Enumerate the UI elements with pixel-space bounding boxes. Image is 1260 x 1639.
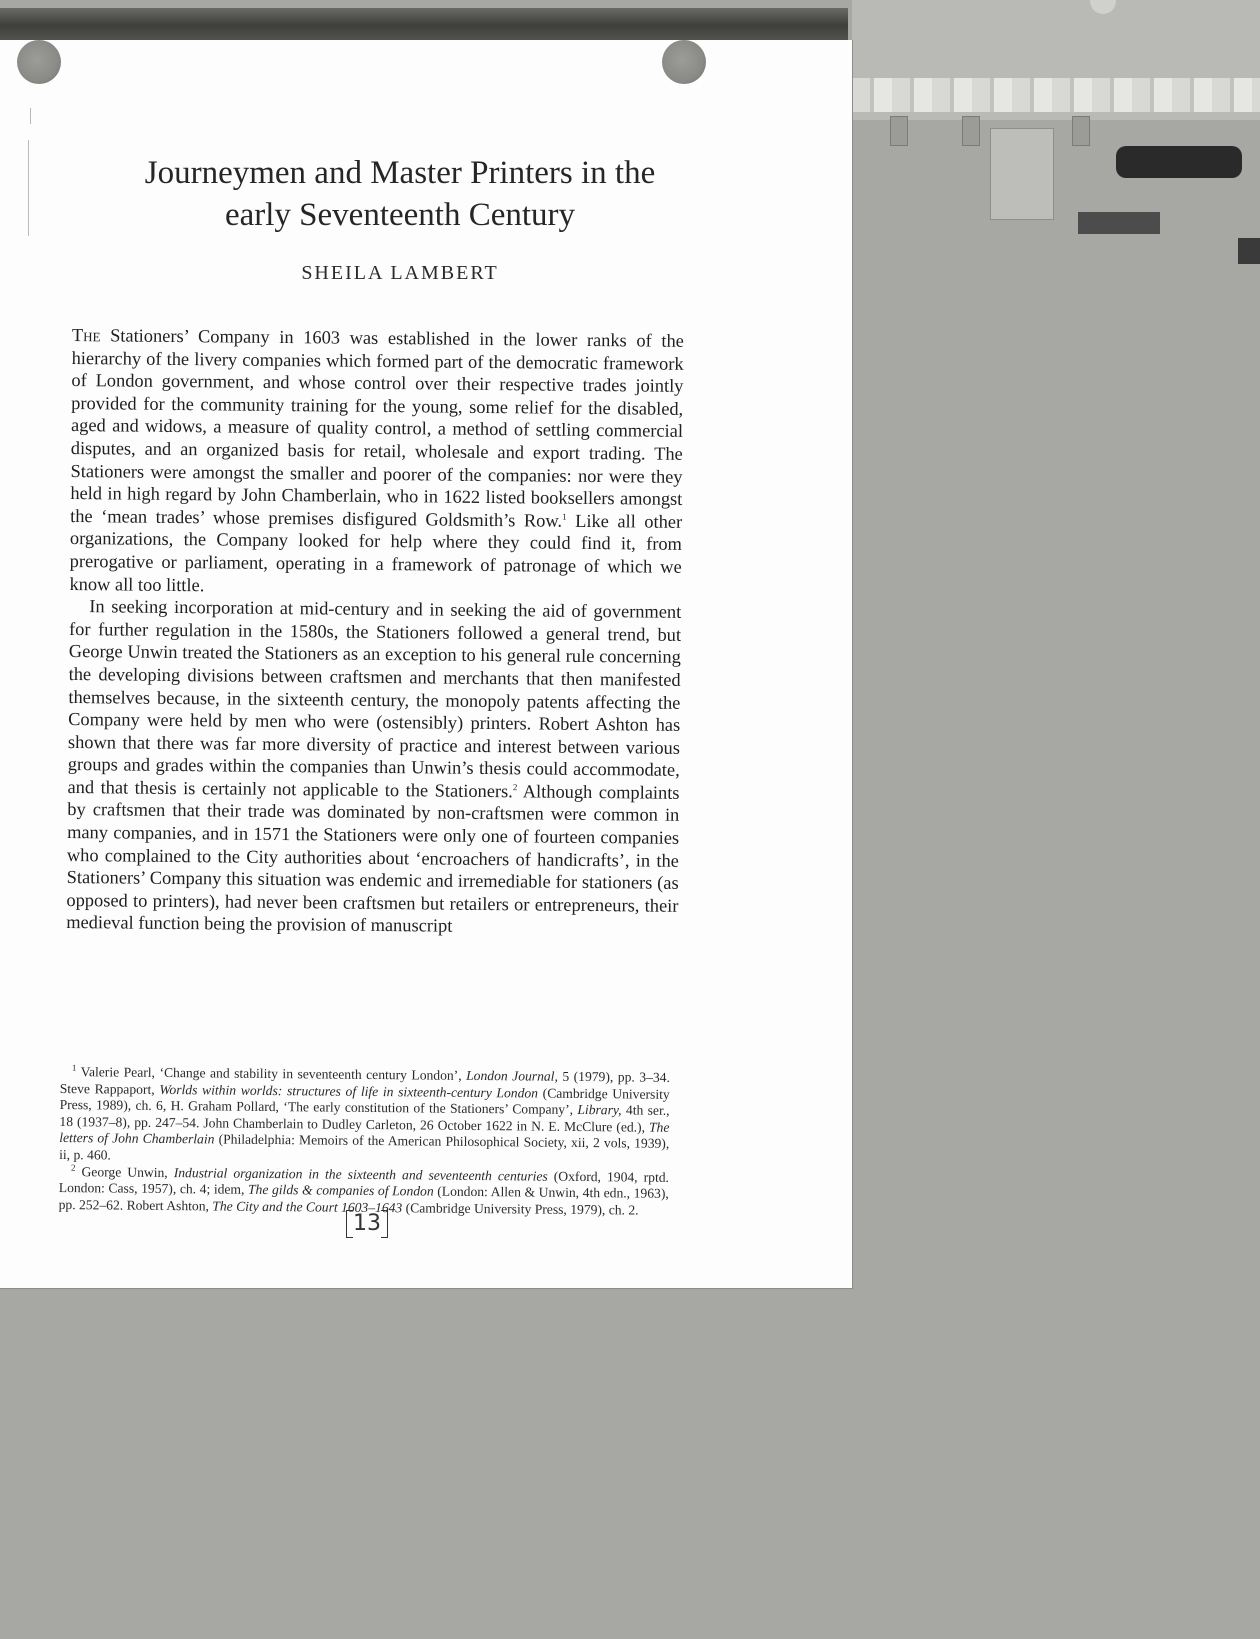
footnote-2: $^2$ George Unwin, Industrial organization in the sixteenth and seventeenth centuries (Oxford, 1904, rptd. London: Cass, 1957), ch. 4; idem, The gilds & companies of London (London: Allen & Unwin, 4th edn., 1963), pp. 252–62. Robert Ashton, The City and the Court 1603–1643 (Cambridge University Press, 1979), ch. 2.: [58, 1162, 670, 1218]
footnote-ref-2: 2: [512, 782, 518, 793]
lead-word: The: [71, 324, 101, 346]
scanned-page: [0, 40, 853, 1289]
scanner-bed-strip: [852, 0, 1260, 120]
scanner-roller: [1116, 146, 1242, 178]
margin-mark: [28, 140, 29, 236]
scanner-dark-slot: [1078, 212, 1160, 234]
article-body: [66, 324, 684, 940]
title-line-1: Journeymen and Master Printers in the: [144, 155, 656, 191]
scanner-clip: [962, 116, 980, 146]
paragraph-1: The Stationers’ Company in 1603 was established in the lower ranks of the hierarchy of the livery companies which formed part of the democratic framework of London government, and whose control over their respective trades jointly provided for the community training for the young, some relief for the disabled, aged and widows, a measure of quality control, a method of settling commercial disputes, and an organized basis for retail, wholesale and export trading. The Stationers were amongst the smaller and poorer of the companies: nor were they held in high regard by John Chamberlain, who in 1622 listed booksellers amongst the ‘mean trades’ whose premises disfigured Goldsmith’s Row.$^1$ Like all other organizations, the Company looked for help where they could find it, from prerogative or parliament, operating in a framework of patronage of which we know all too little.: [69, 324, 684, 595]
bracket-right: [381, 1210, 388, 1238]
bracket-left: [346, 1210, 353, 1238]
scanner-edge-block: [1238, 238, 1260, 264]
punch-hole: [662, 40, 706, 84]
scanner-clip: [1072, 116, 1090, 146]
page-number: 13: [346, 1210, 388, 1238]
footnote-ref-1: 1: [562, 511, 567, 522]
scanner-light-bar: [852, 78, 1260, 112]
footnotes: [59, 1064, 670, 1219]
article-title: [100, 152, 700, 236]
margin-mark: [30, 108, 31, 124]
footnote-1: $^1$ Valerie Pearl, ‘Change and stability in seventeenth century London’, London Journal, 5 (1979), pp. 3–34. Steve Rappaport, Worlds within worlds: structures of life in sixteenth-century London (Cambridge University Press, 1989), ch. 6, H. Graham Pollard, ‘The early constitution of the Stationers’ Company’, Library, 4th ser., 18 (1937–8), pp. 247–54. John Chamberlain to Dudley Carleton, 26 October 1622 in N. E. McClure (ed.), The letters of John Chamberlain (Philadelphia: Memoirs of the American Philosophical Society, xii, 2 vols, 1939), ii, p. 460.: [59, 1062, 670, 1163]
title-line-2: early Seventeenth Century: [224, 197, 576, 233]
paragraph-2: In seeking incorporation at mid-century and in seeking the aid of government for further regulation in the 1580s, the Stationers followed a general trend, but George Unwin treated the Stationers as an exception to his general rule concerning the developing divisions between craftsmen and merchants that then manifested themselves because, in the sixteenth century, the monopoly patents affecting the Company were held by men who were (ostensibly) printers. Robert Ashton has shown that there was far more diversity of practice and interest between various groups and grades within the companies than Unwin’s thesis could accommodate, and that thesis is certainly not applicable to the Stationers.$^2$ Although complaints by craftsmen that their trade was dominated by non-craftsmen were common in many companies, and in 1571 the Stationers were only one of fourteen companies who complained to the City authorities about ‘encroachers of handicrafts’, in the Stationers’ Company this situation was endemic and irremediable for stationers (as opposed to printers), had never been craftsmen but retailers or entrepreneurs, their medieval function being the provision of manuscript: [66, 596, 682, 937]
scanner-clip: [890, 116, 908, 146]
punch-hole: [17, 40, 61, 84]
author-name: SHEILA LAMBERT: [301, 262, 499, 284]
scanner-slot: [990, 128, 1054, 220]
